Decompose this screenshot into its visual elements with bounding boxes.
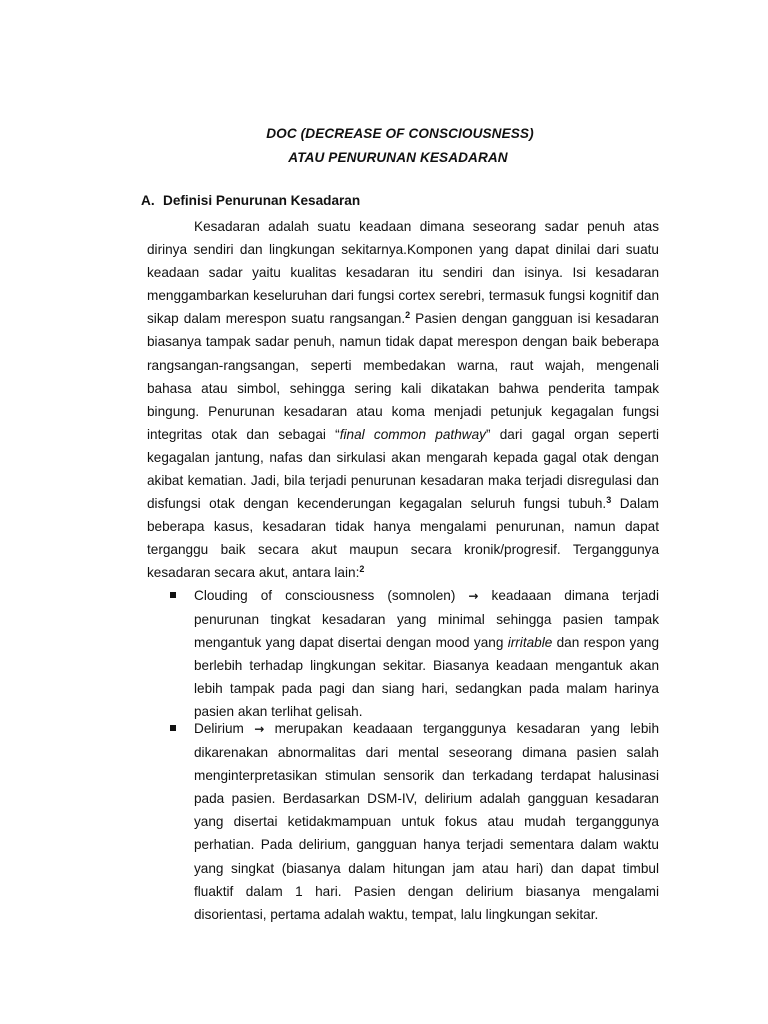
document-subtitle: ATAU PENURUNAN KESADARAN <box>288 150 508 165</box>
paragraph-text-3: ” dari gagal organ seperti kegagalan jantung, nafas dan sirkulasi akan mengarah kepada gagal otak dengan akibat kematian. Jadi, bila terjadi penurunan kesadaran maka terjadi disregulasi dan disfungsi otak dengan kecenderungan kegagalan seluruh fungsi tubuh. <box>147 426 659 512</box>
bullet-marker-icon <box>170 725 176 731</box>
body-paragraph <box>147 215 659 585</box>
document-title: DOC (DECREASE OF CONSCIOUSNESS) <box>266 126 534 141</box>
bullet-text: merupakan keadaaan terganggunya kesadaran yang lebih dikarenakan abnormalitas dari mental seseorang dimana pasien salah menginterpretasikan stimulan sensorik dan terkadang terdapat halusinasi pada pasien. Berdasarkan DSM-IV, delirium adalah gangguan kesadaran yang disertai ketidakmampuan untuk fokus atau mudah terganggunya perhatian. Pada delirium, gangguan hanya terjadi sementara dalam waktu yang singkat (biasanya dalam hitungan jam atau hari) dan dapat timbul fluaktif dalam 1 hari. Pasien dengan delirium biasanya mengalami disorientasi, pertama adalah waktu, tempat, lalu lingkungan sekitar. <box>194 721 659 922</box>
bullet-italic-term: irritable <box>507 635 553 651</box>
footnote-ref: 3 <box>606 495 612 506</box>
footnote-ref: 2 <box>405 310 411 321</box>
footnote-ref: 2 <box>359 564 365 575</box>
bullet-text: dan respon yang berlebih terhadap lingkungan sekitar. Biasanya keadaan mengantuk akan lebih tampak pada pagi dan siang hari, sedangkan pada malam harinya pasien akan terlihat gelisah. <box>194 635 659 720</box>
bullet-term: Delirium <box>194 721 255 736</box>
bullet-term: Clouding of consciousness (somnolen) <box>194 588 469 603</box>
arrow-right-icon: → <box>468 589 479 603</box>
paragraph-text-2: Pasien dengan gangguan isi kesadaran biasanya tampak sadar penuh, namun tidak dapat merespon dengan baik beberapa rangsangan-rangsangan, seperti membedakan warna, raut wajah, mengenali bahasa atau simbol, sehingga sering kali dikatakan bahwa penderita tampak bingung. Penurunan kesadaran atau koma menjadi petunjuk kegagalan fungsi integritas otak dan sebagai “ <box>147 311 659 442</box>
bullet-item-clouding <box>194 584 659 724</box>
section-heading-text: Definisi Penurunan Kesadaran <box>163 193 361 208</box>
bullet-text: keadaaan dimana terjadi penurunan tingkat kesadaran yang minimal sehingga pasien tampak mengantuk yang dapat disertai dengan mood yang <box>194 588 659 651</box>
bullet-item-delirium <box>194 717 659 926</box>
section-heading <box>141 193 360 208</box>
paragraph-text-4: Dalam beberapa kasus, kesadaran tidak hanya mengalami penurunan, namun dapat terganggu baik secara akut maupun secara kronik/progresif. Terganggunya kesadaran secara akut, antara lain: <box>147 496 659 581</box>
paragraph-italic-term: final common pathway <box>339 426 486 442</box>
arrow-right-icon: → <box>254 722 265 736</box>
bullet-marker-icon <box>170 592 176 598</box>
paragraph-text-1: Kesadaran adalah suatu keadaan dimana seseorang sadar penuh atas dirinya sendiri dan lingkungan sekitarnya.Komponen yang dapat dinilai dari suatu keadaan sadar yaitu kualitas kesadaran itu sendiri dan isinya. Isi kesadaran menggambarkan keseluruhan dari fungsi cortex serebri, termasuk fungsi kognitif dan sikap dalam merespon suatu rangsangan. <box>147 219 659 327</box>
section-number: A. <box>141 193 155 208</box>
